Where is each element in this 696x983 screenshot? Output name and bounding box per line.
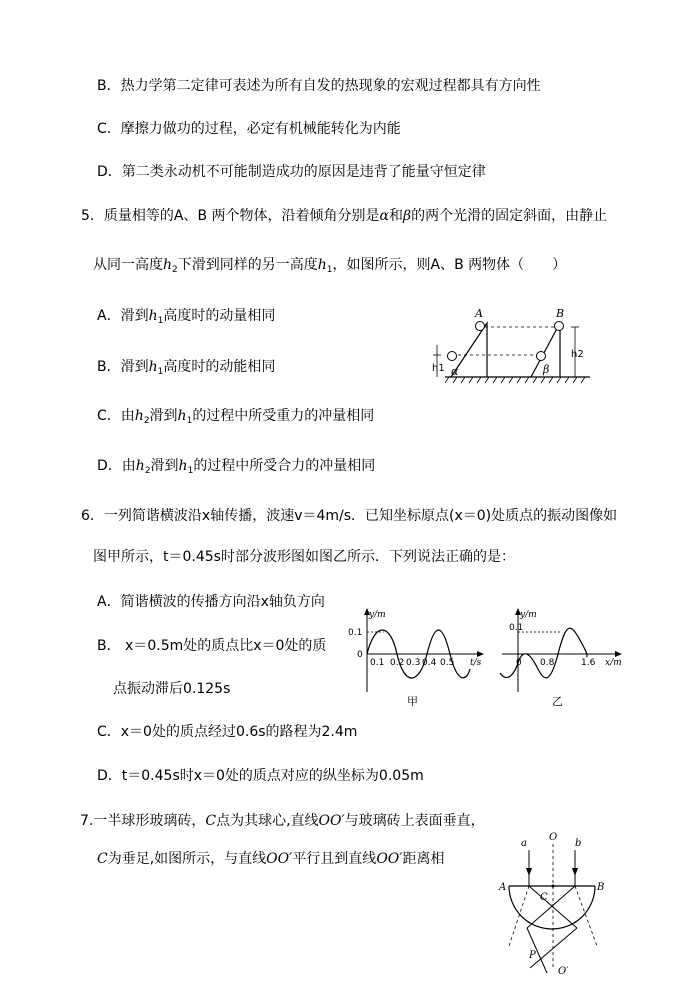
x-tick-0.5: 0.5 [440, 658, 455, 668]
option-text: D．由 [97, 458, 136, 474]
point-c-symbol: C [205, 813, 217, 829]
subscript: 1 [187, 466, 194, 476]
subscript: 1 [157, 367, 164, 377]
subscript: 1 [326, 265, 333, 275]
h-symbol: h [177, 408, 187, 424]
q7-stem-text: 为垂足,如图所示，与直线 [107, 851, 267, 867]
q7-stem-line-1 [80, 812, 485, 830]
option-text: 滑到 [149, 408, 178, 424]
point-c-symbol: C [97, 851, 108, 867]
option-text: 高度时的动能相同 [163, 359, 276, 375]
label-beta: β [543, 363, 550, 376]
q7-stem-text: 距离相 [402, 851, 445, 867]
origin-label: 0 [516, 658, 522, 668]
label-b-point: B [597, 882, 605, 893]
line-oo-symbol: OO′ [376, 851, 403, 867]
q7-stem-text: 与玻璃砖上表面垂直， [344, 813, 485, 829]
x-axis-label: t/s [470, 658, 482, 668]
y-tick-label: 0.1 [509, 623, 524, 633]
h-symbol: h [148, 308, 158, 324]
y-axis-label: y/m [520, 610, 537, 620]
q7-stem-line-2 [97, 850, 444, 868]
exit-ray-1 [530, 928, 577, 968]
q6-option-b-line-1: B． x＝0.5m处的质点比x＝0处的质 [97, 638, 327, 654]
subscript: 2 [172, 265, 178, 275]
subscript: 1 [186, 416, 193, 426]
caption-jia: 甲 [407, 695, 418, 708]
q5-stem-line-2 [93, 256, 566, 279]
caption-yi: 乙 [552, 695, 563, 708]
q5-stem-text: 从同一高度 [93, 257, 163, 273]
option-text: 的过程中所受重力的冲量相同 [192, 408, 375, 424]
q6-stem-line-2: 图甲所示，t＝0.45s时部分波形图如图乙所示．下列说法正确的是： [93, 549, 515, 565]
q7-stem-text: 7.一半球形玻璃砖， [80, 813, 206, 829]
q5-stem-text: 5．质量相等的A、B 两个物体，沿着倾角分别是 [81, 208, 380, 224]
h-symbol: h [148, 359, 158, 375]
h-symbol: h [134, 408, 144, 424]
label-b: B [556, 307, 565, 320]
label-o-prime: O′ [558, 966, 569, 977]
q6-option-c: C．x＝0处的质点经过0.6s的路程为2.4m [97, 724, 358, 740]
line-oo-symbol: OO′ [318, 813, 345, 829]
waveform-curve [500, 628, 587, 678]
ray-a-arrow [526, 868, 532, 876]
q4-option-b: B．热力学第二定律可表述为所有自发的热现象的宏观过程都具有方向性 [97, 78, 541, 94]
q7-stem-text: 平行且到直线 [292, 851, 377, 867]
q5-stem-text: 下滑到同样的另一高度 [177, 257, 318, 273]
refracted-ray-b [527, 886, 575, 928]
q5-stem-text: 的两个光滑的固定斜面，由静止 [411, 208, 608, 224]
x-arrow [615, 651, 622, 657]
q6-stem-line-1: 6．一列简谐横波沿x轴传播，波速v＝4m/s．已知坐标原点(x＝0)处质点的振动图像如 [81, 508, 618, 524]
origin-label: 0 [357, 650, 363, 660]
q4-option-c: C．摩擦力做功的过程，必定有机械能转化为内能 [97, 121, 401, 137]
label-c: C [540, 892, 548, 903]
object-a-top [476, 322, 485, 331]
label-a: A [475, 307, 483, 320]
beta-symbol: β [403, 208, 412, 224]
option-text: 高度时的动量相同 [163, 308, 276, 324]
subscript: 2 [144, 466, 151, 476]
label-alpha: α [451, 365, 459, 378]
alpha-symbol: α [379, 208, 390, 224]
q5-option-b [97, 358, 275, 381]
label-o: O [549, 832, 558, 843]
vibration-graph-jia [342, 605, 492, 710]
hemisphere-arc [509, 886, 595, 929]
ray-b-arrow [572, 868, 578, 876]
option-text: 滑到 [150, 458, 179, 474]
option-text: A．滑到 [97, 308, 149, 324]
label-b-ray: b [575, 838, 582, 849]
x-tick-0.2: 0.2 [390, 658, 405, 668]
x-axis-label: x/m [605, 658, 622, 668]
x-tick-1.6: 1.6 [581, 658, 596, 668]
q5-option-d [97, 457, 375, 480]
line-oo-symbol: OO′ [266, 851, 293, 867]
q5-option-c [97, 407, 374, 430]
q6-option-a: A．简谐横波的传播方向沿x轴负方向 [97, 594, 325, 610]
h-symbol: h [135, 458, 145, 474]
q4-option-d: D．第二类永动机不可能制造成功的原因是违背了能量守恒定律 [97, 164, 486, 180]
inclined-planes-figure [425, 305, 595, 387]
label-h2: h2 [571, 349, 584, 360]
label-a-point: A [499, 882, 507, 893]
dashed-ext-1 [509, 886, 529, 946]
x-arrow [477, 651, 484, 657]
option-text: B．滑到 [97, 359, 149, 375]
point-c [552, 885, 555, 888]
subscript: 2 [143, 416, 150, 426]
x-tick-0.3: 0.3 [406, 658, 421, 668]
object-b-bottom [537, 352, 546, 361]
q6-option-b-line-2: 点振动滞后0.125s [113, 681, 231, 697]
ground-hatch [445, 377, 585, 383]
x-tick-0.8: 0.8 [540, 658, 555, 668]
q6-option-d: D．t＝0.45s时x＝0处的质点对应的纵坐标为0.05m [97, 768, 424, 784]
y-tick-label: 0.1 [348, 628, 363, 638]
x-tick-0.1: 0.1 [370, 658, 385, 668]
h-symbol: h [163, 257, 173, 273]
subscript: 1 [157, 316, 164, 326]
h-symbol: h [178, 458, 188, 474]
label-h1: h1 [432, 363, 445, 374]
x-tick-0.4: 0.4 [422, 658, 437, 668]
h-symbol: h [317, 257, 327, 273]
object-a-bottom [448, 352, 457, 361]
y-axis-label: y/m [369, 610, 386, 620]
object-b-top [555, 322, 564, 331]
q5-stem-text: ，如图所示，则A、B 两物体（ ） [332, 257, 567, 273]
waveform-graph-yi [492, 605, 632, 710]
q7-stem-text: 点为其球心,直线 [216, 813, 319, 829]
q5-option-a [97, 307, 275, 330]
hemisphere-glass-figure [495, 828, 615, 980]
q5-stem-text: 和 [389, 208, 404, 224]
label-p: P [529, 950, 536, 961]
option-text: C．由 [97, 408, 135, 424]
option-text: 的过程中所受合力的冲量相同 [193, 458, 376, 474]
q5-stem-line-1 [81, 207, 607, 225]
label-a-ray: a [521, 838, 527, 849]
